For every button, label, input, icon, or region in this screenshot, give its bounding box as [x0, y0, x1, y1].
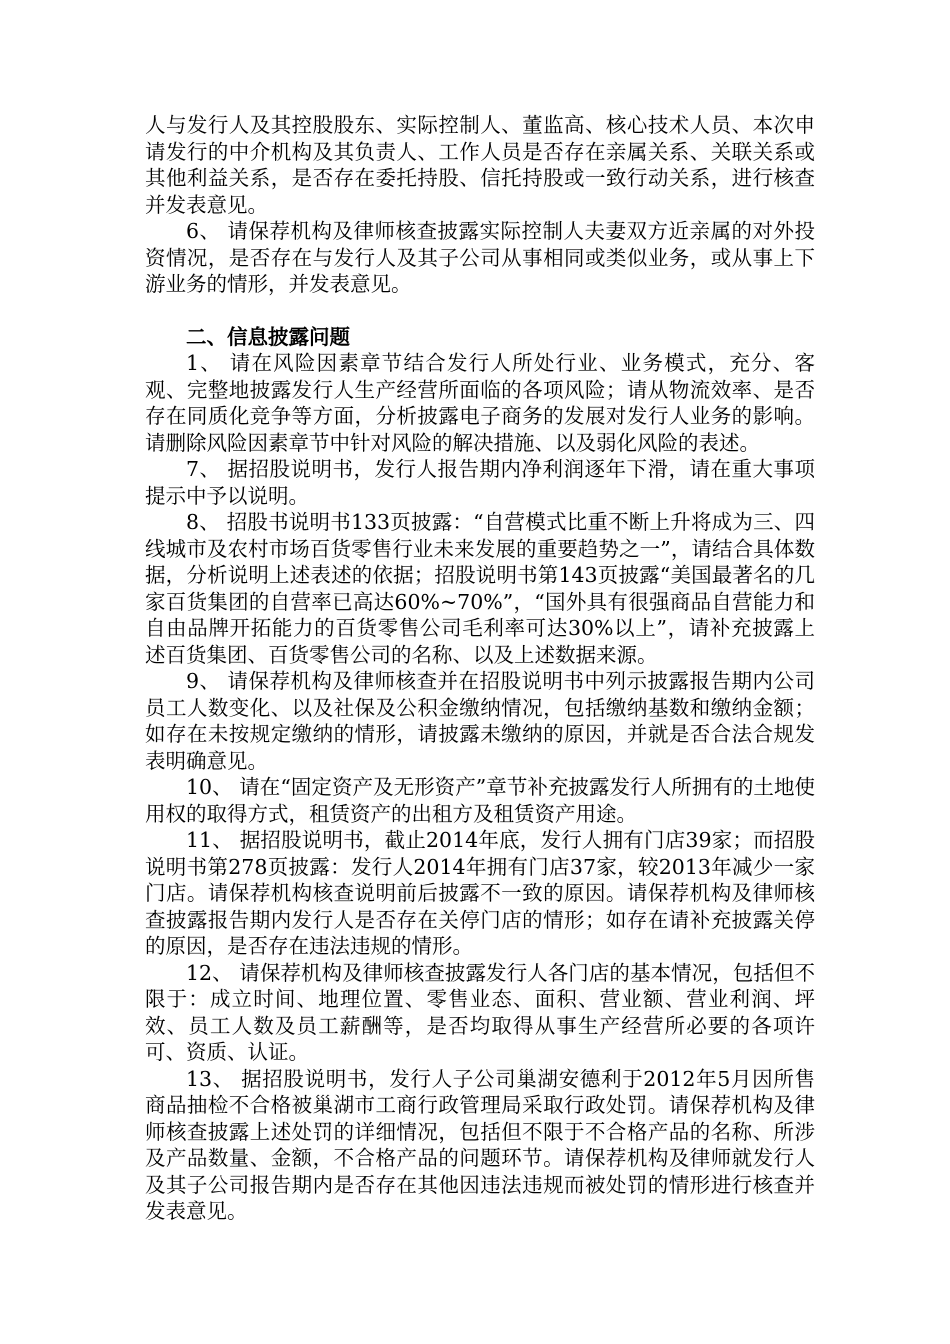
- paragraph-continued: 人与发行人及其控股股东、实际控制人、董监高、核心技术人员、本次申请发行的中介机构及其负责人、工作人员是否存在亲属关系、关联关系或其他利益关系，是否存在委托持股、信托持股或一致行动关系，进行核查并发表意见。: [145, 113, 815, 217]
- paragraph-item-12: 12、 请保荐机构及律师核查披露发行人各门店的基本情况，包括但不限于：成立时间、地理位置、零售业态、面积、营业额、营业利润、坪效、员工人数及员工薪酬等，是否均取得从事生产经营所必要的各项许可、资质、认证。: [145, 960, 815, 1064]
- paragraph-item-6: 6、 请保荐机构及律师核查披露实际控制人夫妻双方近亲属的对外投资情况，是否存在与发行人及其子公司从事相同或类似业务，或从事上下游业务的情形，并发表意见。: [145, 219, 815, 296]
- paragraph-item-13: 13、 据招股说明书，发行人子公司巢湖安德利于2012年5月因所售商品抽检不合格被巢湖市工商行政管理局采取行政处罚。请保荐机构及律师核查披露上述处罚的详细情况，包括但不限于不合格产品的名称、所涉及产品数量、金额，不合格产品的问题环节。请保荐机构及律师就发行人及其子公司报告期内是否存在其他因违法违规而被处罚的情形进行核查并发表意见。: [145, 1066, 815, 1223]
- paragraph-item-1: 1、 请在风险因素章节结合发行人所处行业、业务模式，充分、客观、完整地披露发行人生产经营所面临的各项风险；请从物流效率、是否存在同质化竞争等方面，分析披露电子商务的发展对发行人业务的影响。请删除风险因素章节中针对风险的解决措施、以及弱化风险的表述。: [145, 351, 815, 455]
- paragraph-item-8: 8、 招股书说明书133页披露：“自营模式比重不断上升将成为三、四线城市及农村市场百货零售行业未来发展的重要趋势之一”，请结合具体数据，分析说明上述表述的依据；招股说明书第143页披露“美国最著名的几家百货集团的自营率已高达60%~70%”，“国外具有很强商品自营能力和自由品牌开拓能力的百货零售公司毛利率可达30%以上”，请补充披露上述百货集团、百货零售公司的名称、以及上述数据来源。: [145, 510, 815, 667]
- paragraph-item-7: 7、 据招股说明书，发行人报告期内净利润逐年下滑，请在重大事项提示中予以说明。: [145, 457, 815, 508]
- document-page: [145, 112, 815, 1225]
- section-heading: 二、信息披露问题: [186, 324, 350, 349]
- paragraph-item-11: 11、 据招股说明书，截止2014年底，发行人拥有门店39家；而招股说明书第278页披露：发行人2014年拥有门店37家，较2013年减少一家门店。请保荐机构核查说明前后披露不一致的原因。请保荐机构及律师核查披露报告期内发行人是否存在关停门店的情形；如存在请补充披露关停的原因，是否存在违法违规的情形。: [145, 828, 815, 958]
- paragraph-item-9: 9、 请保荐机构及律师核查并在招股说明书中列示披露报告期内公司员工人数变化、以及社保及公积金缴纳情况，包括缴纳基数和缴纳金额；如存在未按规定缴纳的情形，请披露未缴纳的原因，并就是否合法合规发表明确意见。: [145, 669, 815, 773]
- paragraph-item-10: 10、 请在“固定资产及无形资产”章节补充披露发行人所拥有的土地使用权的取得方式，租赁资产的出租方及租赁资产用途。: [145, 775, 815, 826]
- paragraph-gap: [145, 298, 815, 324]
